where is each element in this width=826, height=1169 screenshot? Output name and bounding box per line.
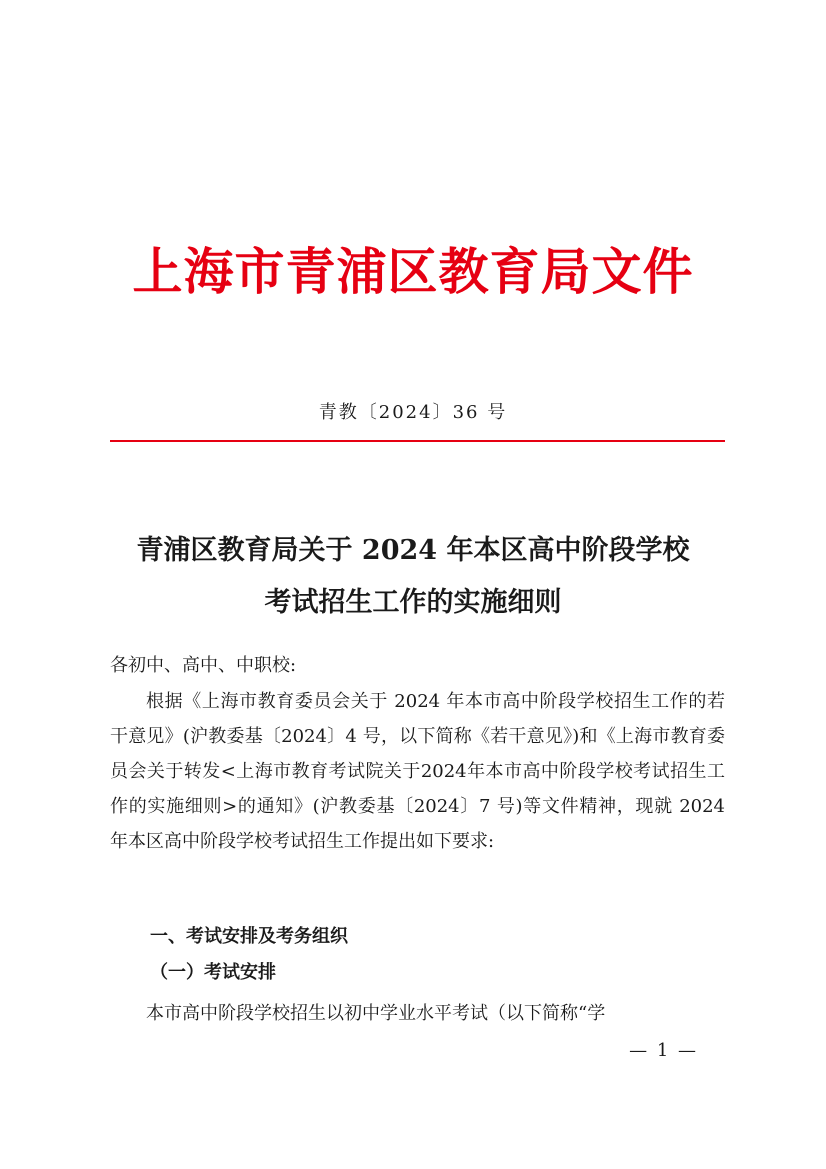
paragraph-2: 本市高中阶段学校招生以初中学业水平考试（以下简称“学 [146, 1003, 606, 1024]
salutation: 各初中、高中、中职校: [110, 655, 297, 676]
section-heading-1: 一、考试安排及考务组织 [150, 926, 348, 947]
page-number: — 1 — [629, 1040, 698, 1061]
masthead: 上海市青浦区教育局文件 [132, 242, 694, 301]
subsection-heading-1: （一）考试安排 [150, 962, 276, 983]
paragraph-1: 根据《上海市教育委员会关于 2024 年本市高中阶段学校招生工作的若干意见》(沪教委基〔2024〕4 号，以下简称《若干意见》)和《上海市教育委员会关于转发<上海市教育考试院关于2024年本市高中阶段学校考试招生工作的实施细则>的通知》(沪教委基〔2024〕7 号)等文件精神，现就 2024 年本区高中阶段学校考试招生工作提出如下要求: [110, 691, 725, 852]
document-title-line1: 青浦区教育局关于 2024 年本区高中阶段学校 [136, 535, 690, 566]
document-number: 青教〔2024〕36 号 [318, 402, 508, 423]
red-divider [110, 440, 725, 442]
document-title-line2: 考试招生工作的实施细则 [264, 587, 562, 618]
